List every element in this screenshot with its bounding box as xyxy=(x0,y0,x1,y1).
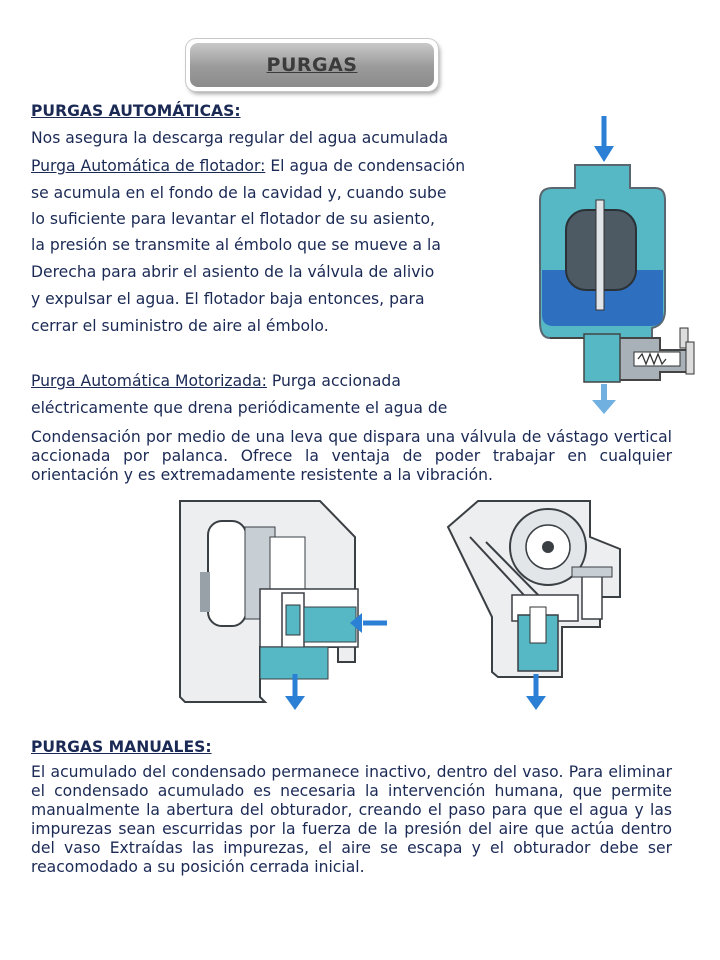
intro-text: Nos asegura la descarga regular del agua acumulada xyxy=(31,129,449,147)
title-banner xyxy=(186,39,438,91)
page-title: PURGAS xyxy=(266,54,358,76)
motorizada-text-0: Purga accionada xyxy=(266,372,401,390)
motorized-trap-diagram-1 xyxy=(160,497,390,712)
flotador-line-3: la presión se transmite al émbolo que se mueve a la xyxy=(31,236,441,254)
motorizada-paragraph: Condensación por medio de una leva que dispara una válvula de vástago vertical accionada por palanca. Ofrece la ventaja de poder trabajar en cualquier orientación y es extremadamente resistente a la vibración. xyxy=(31,428,672,484)
motorizada-line-0 xyxy=(31,372,401,390)
motorizada-label: Purga Automática Motorizada: xyxy=(31,372,267,390)
flotador-label: Purga Automática de flotador: xyxy=(31,157,266,175)
flotador-line-5: y expulsar el agua. El flotador baja entonces, para xyxy=(31,290,425,308)
heading-manuales: PURGAS MANUALES: xyxy=(31,738,212,756)
flotador-text-0: El agua de condensación xyxy=(265,157,466,175)
flotador-line-0 xyxy=(31,157,465,175)
flotador-line-4: Derecha para abrir el asiento de la válvula de alivio xyxy=(31,263,435,281)
drain-arrow-2 xyxy=(524,672,548,712)
drain-arrow-1 xyxy=(283,672,307,712)
manuales-paragraph: El acumulado del condensado permanece inactivo, dentro del vaso. Para eliminar el condensado acumulado es necesaria la intervención humana, que permite manualmente la abertura del obturador, creando el paso para que el agua y las impurezas sean escurridas por la fuerza de la presión del aire que actúa dentro del vaso Extraídas las impurezas, el aire se escapa y el obturador debe ser reacomodado a su posición cerrada inicial. xyxy=(31,763,672,876)
flotador-line-1: se acumula en el fondo de la cavidad y, cuando sube xyxy=(31,184,447,202)
flotador-line-6: cerrar el suministro de aire al émbolo. xyxy=(31,317,329,335)
flotador-line-2: lo suficiente para levantar el flotador de su asiento, xyxy=(31,210,435,228)
motorizada-line-1: eléctricamente que drena periódicamente el agua de xyxy=(31,399,448,417)
heading-automaticas: PURGAS AUTOMÁTICAS: xyxy=(31,102,241,120)
float-trap-diagram xyxy=(530,110,700,430)
